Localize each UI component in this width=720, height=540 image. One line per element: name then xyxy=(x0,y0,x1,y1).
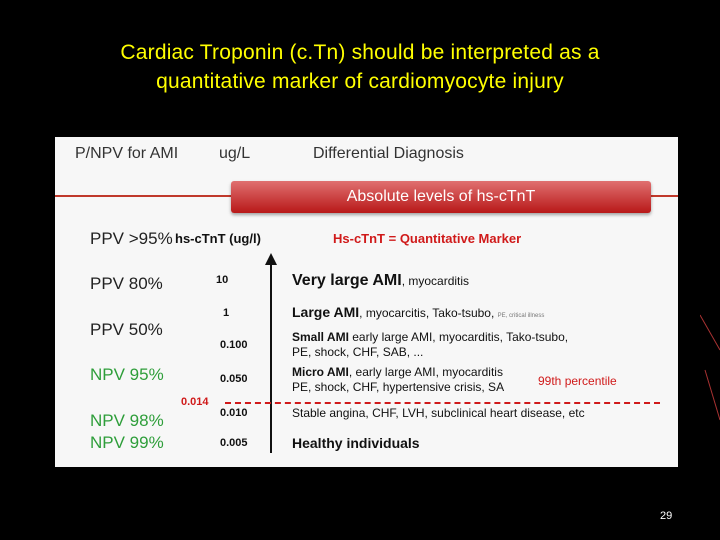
quantitative-marker-title: Hs-cTnT = Quantitative Marker xyxy=(333,231,522,246)
axis-title: hs-cTnT (ug/l) xyxy=(175,231,261,246)
diagnosis-row-6 xyxy=(292,436,420,452)
up-arrow-icon xyxy=(265,253,277,453)
pv-row-3: PPV 50% xyxy=(90,320,163,339)
diagnosis-small-ami: Small AMI xyxy=(292,330,349,344)
slide-number: 29 xyxy=(660,510,673,522)
cutoff-value: 0.014 xyxy=(181,396,209,408)
diagnosis-text: PE, shock, CHF, SAB, ... xyxy=(292,345,424,359)
diagnosis-stable-angina: Stable angina, CHF, LVH, subclinical heart disease, etc xyxy=(292,406,585,420)
header-ppv-npv: P/NPV for AMI xyxy=(75,145,179,162)
cutoff-dashed-line xyxy=(225,402,660,404)
diagnosis-micro-ami: Micro AMI xyxy=(292,365,349,379)
diagnosis-healthy: Healthy individuals xyxy=(292,435,420,451)
tick-label: 1 xyxy=(223,307,230,319)
diagnosis-row-2 xyxy=(292,305,544,324)
diagnosis-row-1 xyxy=(292,273,469,289)
tick-label: 0.100 xyxy=(220,339,248,351)
banner-hs-ctnt: Absolute levels of hs-cTnT xyxy=(231,181,651,213)
diagnosis-text: , myocarcitis, Tako-tsubo, xyxy=(359,306,495,320)
pv-row-4: NPV 95% xyxy=(90,365,164,384)
tick-label: 0.050 xyxy=(220,373,248,385)
troponin-figure xyxy=(55,137,678,467)
tick-label: 0.005 xyxy=(220,437,248,449)
slide-title-line1: Cardiac Troponin (c.Tn) should be interpreted as a xyxy=(120,41,600,64)
pv-row-5: NPV 98% xyxy=(90,411,164,430)
diagnosis-row-3 xyxy=(292,330,568,360)
diagnosis-row-5 xyxy=(292,406,585,421)
diagnosis-text: , myocarditis xyxy=(401,274,470,288)
diagnosis-large-ami: Large AMI xyxy=(292,304,360,320)
pv-row-1: PPV >95% xyxy=(90,229,173,248)
slide-title xyxy=(20,38,700,96)
header-units: ug/L xyxy=(219,145,251,162)
slide-title-line2: quantitative marker of cardiomyocyte injury xyxy=(156,70,564,93)
decorative-line-graphic xyxy=(700,310,720,430)
diagnosis-row-4 xyxy=(292,365,504,395)
percentile-label: 99th percentile xyxy=(538,374,617,388)
diagnosis-text: early large AMI, myocarditis, Tako-tsubo, xyxy=(348,330,569,344)
pv-row-6: NPV 99% xyxy=(90,433,164,452)
diagnosis-very-large-ami: Very large AMI xyxy=(292,272,402,289)
pv-row-2: PPV 80% xyxy=(90,274,163,293)
diagnosis-text: PE, shock, CHF, hypertensive crisis, SA xyxy=(292,380,505,394)
diagnosis-text: , early large AMI, myocarditis xyxy=(348,365,503,379)
tick-label: 0.010 xyxy=(220,407,248,419)
diagnosis-small-note: PE, critical illness xyxy=(497,313,545,319)
header-differential: Differential Diagnosis xyxy=(313,145,464,162)
tick-label: 10 xyxy=(216,274,229,286)
